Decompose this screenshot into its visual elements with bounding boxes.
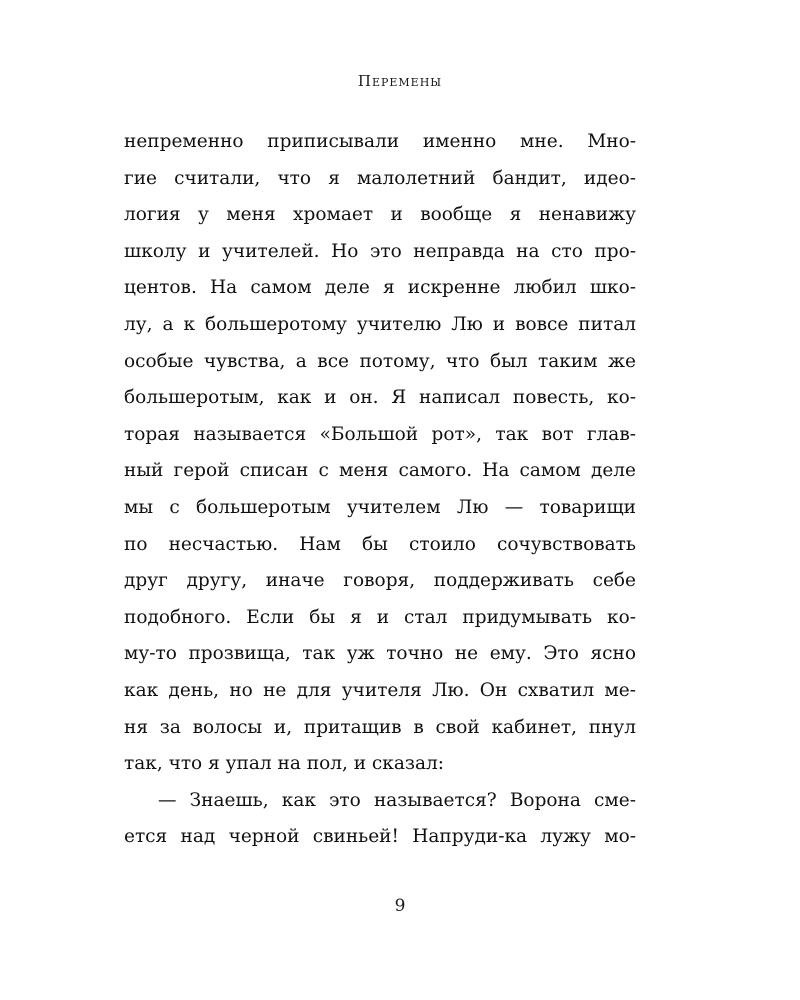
running-head: Перемены xyxy=(357,72,443,90)
text-line: центов. На самом деле я искренне любил шко- xyxy=(124,277,636,299)
text-line: ный герой списан с меня самого. На самом деле xyxy=(124,460,636,482)
text-line: мы с большеротым учителем Лю — товарищи xyxy=(124,496,636,518)
text-line: большеротым, как и он. Я написал повесть, ко- xyxy=(124,387,636,409)
text-line: — Знаешь, как это называется? Ворона сме- xyxy=(158,789,636,811)
page-number: 9 xyxy=(394,896,406,916)
text-line: торая называется «Большой рот», так вот глав- xyxy=(124,423,636,445)
text-line: гие считали, что я малолетний бандит, идео- xyxy=(124,167,636,189)
text-line: друг другу, иначе говоря, поддерживать себе xyxy=(124,570,636,592)
text-line: непременно приписывали именно мне. Мно- xyxy=(124,131,636,152)
text-line: лу, а к большеротому учителю Лю и вовсе питал xyxy=(124,313,636,335)
text-line: особые чувства, а все потому, что был таким же xyxy=(124,350,636,372)
text-line: по несчастью. Нам бы стоило сочувствовать xyxy=(124,533,636,555)
text-line: му-то прозвища, так уж точно не ему. Это ясно xyxy=(124,643,636,665)
text-line: подобного. Если бы я и стал придумывать ко- xyxy=(124,606,636,628)
text-line: логия у меня хромает и вообще я ненавижу xyxy=(124,204,636,226)
text-line: как день, но не для учителя Лю. Он схватил ме- xyxy=(124,679,636,701)
text-line: ется над черной свиньей! Напруди-ка лужу мо- xyxy=(124,826,636,848)
body-text xyxy=(124,124,636,856)
text-line: ня за волосы и, притащив в свой кабинет, пнул xyxy=(124,716,636,738)
text-line: школу и учителей. Но это неправда на сто про- xyxy=(124,240,636,262)
text-line: так, что я упал на пол, и сказал: xyxy=(124,753,444,775)
